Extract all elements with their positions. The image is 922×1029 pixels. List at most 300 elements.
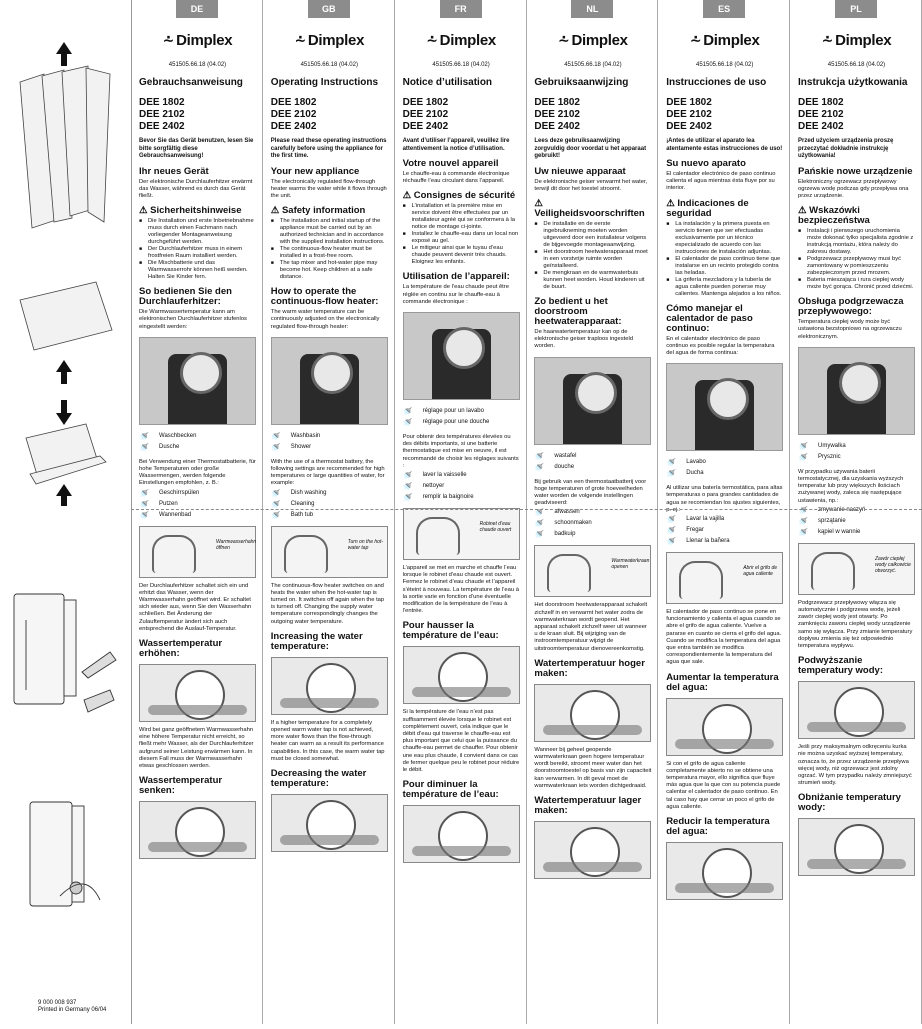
use-label: sprzątanie xyxy=(818,517,846,524)
use-label: laver la vaisselle xyxy=(422,472,467,479)
use-label: Geschirrspülen xyxy=(159,489,200,496)
safety-list xyxy=(403,203,520,266)
use-label: douche xyxy=(554,463,575,470)
use-item xyxy=(798,527,915,538)
brand-logo xyxy=(534,32,651,49)
safety-item: ■ Le mitigeur ainsi que le tuyau d’eau chaude peuvent devenir très chauds. Eloignez les enfants. xyxy=(403,245,520,266)
decrease-dial-illustration xyxy=(403,805,520,863)
temperature-dial-icon xyxy=(443,327,485,369)
operate-text: Die Warmwassertemperatur kann am elektronischen Durchlauferhitzer stufenlos eingestellt werden: xyxy=(139,309,247,330)
model-list xyxy=(139,97,256,133)
switch-text: Der Durchlauferhitzer schaltet sich ein und erhitzt das Wasser, wenn der Warmwasserhahn geöffnet wird. Er schaltet sich wieder aus, wenn Sie den Wasserhahn schließen. Bei Änderung der Zulauftemperatur ändert sich auch entsprechend die Auslauf-Temperatur. xyxy=(139,582,252,632)
tap-icon: 🚿 xyxy=(798,441,808,451)
use-label: badkuip xyxy=(554,531,576,538)
open-tap-illustration xyxy=(534,545,651,597)
model-name: DEE 1802 xyxy=(402,97,449,108)
use-label: réglage pour une douche xyxy=(422,419,490,426)
doc-code: 451505.66.18 (04.02) xyxy=(168,62,227,68)
increase-heading: Watertemperatuur hoger maken: xyxy=(534,657,645,679)
use-item xyxy=(798,505,915,516)
language-column xyxy=(526,0,658,1024)
appliance-heading: Su nuevo aparato xyxy=(666,158,746,169)
use-label: zmywanie naczyń xyxy=(818,506,866,513)
tap-icon: 🚿 xyxy=(402,493,413,503)
brand-name: Dimplex xyxy=(307,32,365,49)
brand-logo xyxy=(798,32,915,49)
use-item xyxy=(798,441,915,452)
use-item xyxy=(403,406,520,417)
model-name: DEE 2102 xyxy=(139,109,185,120)
increase-text: Si la température de l’eau n’est pas suffisamment élevée lorsque le robinet est complètement ouvert, cela indique que le débit d’eau qui traverse le chauffe-eau est plus important que celui que la puissance du chauffe-eau permet de chauffer. Pour obtenir une eau plus chaude, il convient dans ce cas de fermer quelque peu le robinet pour réduire le débit. xyxy=(402,709,520,774)
column-content xyxy=(139,26,256,859)
safety-item: ■ De installatie en de eerste ingebruikneming moeten worden uitgevoerd door een installateur volgens de bijgevoegde montageaanwijzing. xyxy=(534,221,651,249)
appliance-text: Elektroniczny ogrzewacz przepływowy ogrzewa wodę podczas gdy przepływa ona przez urządzenie. xyxy=(798,178,909,199)
up-arrow-icon xyxy=(56,484,72,506)
appliance-text: Le chauffe-eau à commande électronique réchauffe l’eau circulant dans l’appareil. xyxy=(402,171,510,185)
language-tab: NL xyxy=(571,0,613,18)
model-name: DEE 2102 xyxy=(666,109,712,120)
model-name: DEE 2402 xyxy=(666,121,712,132)
down-arrow-icon xyxy=(56,400,72,425)
folding-diagram xyxy=(0,0,131,1024)
increase-heading: Wassertemperatur erhöhen: xyxy=(139,637,223,659)
thermostat-text: W przypadku używania baterii termostatycznej, dla uzyskania wyższych temperatur lub przy większych ilościach zużywanej wody, zaleca się następujące ustawienia, np.: xyxy=(798,468,904,504)
page-title: Gebrauchsanweisung xyxy=(139,77,243,88)
safety-item: ■ Podgrzewacz przepływowy musi być zamontowany w pomieszczeniu zabezpieczonym przed mrozem. xyxy=(798,256,915,277)
switch-text: Podgrzewacz przepływowy włącza się automatycznie i podgrzewa wodę, jeżeli zawór ciepłej wody jest otwarty. Po zamknięciu zaworu ciepłej wody urządzenie samo się wyłącza. Przy zmianie temperatury dopływu zmienia się też odpowiednio temperatura wypływu. xyxy=(798,599,913,649)
language-column xyxy=(790,0,922,1024)
tap-icon: 🚿 xyxy=(534,519,545,529)
tab-bar xyxy=(658,0,789,18)
safety-item: ■ Die Mischbatterie und das Warmwasserrohr können heiß werden. Halten Sie Kinder fern. xyxy=(139,260,256,281)
decrease-heading: Reducir la temperatura del agua: xyxy=(666,816,770,838)
decrease-heading: Decreasing the water temperature: xyxy=(270,767,367,789)
intro-text: Avant d’utiliser l’appareil, veuillez lire attentivement la notice d’utilisation. xyxy=(402,138,510,152)
tap-icon: 🚿 xyxy=(534,462,545,472)
use-item xyxy=(534,462,651,473)
use-item xyxy=(666,536,783,547)
safety-item: ■ The tap mixer and hot-water pipe may become hot. Keep children at a safe distance. xyxy=(271,260,388,281)
language-tab: GB xyxy=(308,0,350,18)
operate-heading: Obsługa podgrzewacza przepływowego: xyxy=(798,296,904,318)
safety-item: ■ L’installation et la première mise en service doivent être effectuées par un installateur agréé qui se conformera à la notice de montage ci-jointe. xyxy=(403,203,520,231)
use-label: Llenar la bañera xyxy=(686,538,730,545)
tap-icon: 🚿 xyxy=(798,516,808,526)
use-label: schoonmaken xyxy=(554,520,592,527)
left-strip xyxy=(0,0,132,1024)
use-label: Dish washing xyxy=(290,489,327,496)
model-name: DEE 1802 xyxy=(534,97,580,108)
dimplex-logo-icon: ⩪ xyxy=(821,33,834,49)
use-label: réglage pour un lavabo xyxy=(422,408,484,415)
decrease-dial-illustration xyxy=(798,818,915,876)
increase-text: Jeśli przy maksymalnym odkręceniu kurka nie można uzyskać wyższej temperatury, oznacza to, że przez urządzenie przepływa więcej wody, niż ogrzewacz jest zdolny ogrzać. W tym przypadku należy zmniejszyć strumień wody. xyxy=(798,744,912,787)
control-panel-photo xyxy=(798,347,915,435)
operate-text: De haarwatertemperatuur kan op de elektronische geiser traploos ingesteld worden. xyxy=(534,328,633,350)
tap-caption: Abrir el grifo de agua caliente xyxy=(743,565,778,578)
temperature-dial-icon xyxy=(839,362,881,404)
model-name: DEE 1802 xyxy=(666,97,712,108)
appliance-text: Der elektronische Durchlauferhitzer erwärmt das Wasser, während es durch das Gerät fließt. xyxy=(139,178,253,199)
appliance-heading: Your new appliance xyxy=(270,165,360,177)
temperature-dial-icon xyxy=(575,372,617,414)
operate-text: Temperatura ciepłej wody może być ustawiona bezstopniowo na ogrzewaczu elektronicznym. xyxy=(798,319,902,340)
brand-logo xyxy=(271,32,388,49)
brand-logo xyxy=(139,32,256,49)
model-name: DEE 2402 xyxy=(270,121,317,132)
safety-item: ■ La grifería mezcladora y la tubería de agua caliente pueden ponerse muy calientes. Mantenga alejados a los niños. xyxy=(666,277,783,298)
safety-heading: ⚠ Wskazówki bezpieczeństwa xyxy=(798,205,870,227)
doc-code: 451505.66.18 (04.02) xyxy=(432,62,490,68)
use-item xyxy=(139,442,256,453)
use-label: kąpiel w wannie xyxy=(818,528,861,535)
increase-heading: Pour hausser la température de l’eau: xyxy=(402,620,499,642)
use-label: nettoyer xyxy=(422,483,445,490)
operate-heading: Utilisation de l’appareil: xyxy=(402,271,510,283)
operate-heading: Cómo manejar el calentador de paso continuo: xyxy=(666,302,753,334)
operate-text: The warm water temperature can be continuously adjusted on the electronically regulated flow-through heater: xyxy=(270,309,380,330)
appliance-heading: Ihr neues Gerät xyxy=(139,165,209,177)
safety-list xyxy=(534,221,651,291)
tap-caption: Warmwaterkraan openen xyxy=(611,558,650,571)
temperature-dial-icon xyxy=(180,352,222,394)
language-column xyxy=(263,0,395,1024)
safety-item: ■ Installez le chauffe-eau dans un local non exposé au gel. xyxy=(403,231,520,245)
use-item xyxy=(403,481,520,492)
model-name: DEE 2102 xyxy=(798,109,844,120)
switch-text: L’appareil se met en marche et chauffe l’eau lorsque le robinet d’eau chaude est ouvert. Fermez le robinet d’eau chaude et l’appareil s’éteint à nouveau. La température de l’eau à la sortie varie en fonction d’une éventuelle modification de la température de l’eau à l’entrée. xyxy=(402,565,519,615)
increase-text: Wanneer bij geheel geopende warmwaterkraan geen hogere temperatuur wordt bereikt, stroomt meer water dan het doorstroomtoestel op basis van zijn capaciteit kan verwarmen. In dit geval moet de warmwaterkraan iets worden dichtgedraaid. xyxy=(534,746,652,789)
decrease-heading: Watertemperatuur lager maken: xyxy=(534,794,642,816)
use-item xyxy=(271,499,388,510)
tap-icon: 🚿 xyxy=(402,471,413,481)
open-tap-illustration xyxy=(271,526,388,578)
tap-icon: 🚿 xyxy=(139,488,149,498)
use-label: Waschbecken xyxy=(159,432,197,439)
open-tap-illustration xyxy=(403,508,520,560)
language-column xyxy=(658,0,790,1024)
model-name: DEE 2102 xyxy=(534,109,580,120)
decrease-dial-illustration xyxy=(271,794,388,852)
use-label: Prysznic xyxy=(818,453,841,460)
dimplex-logo-icon: ⩪ xyxy=(689,33,702,49)
tap-icon: 🚿 xyxy=(666,537,677,547)
intro-text: Lees deze gebruiksaanwijzing zorgvuldig door voordat u het apparaat gebruikt! xyxy=(534,138,647,159)
model-name: DEE 1802 xyxy=(270,97,317,108)
tap-icon: 🚿 xyxy=(270,442,281,452)
appliance-heading: Uw nieuwe apparaat xyxy=(534,165,626,177)
use-label: Fregar xyxy=(686,527,704,534)
safety-list xyxy=(798,228,915,291)
tap-caption: Robinet d’eau chaude ouvert xyxy=(479,521,512,534)
column-content xyxy=(403,26,520,863)
operate-text: En el calentador electrónico de paso continuo es posible regular la temperatura del agua de forma continua: xyxy=(666,335,775,357)
dimplex-logo-icon: ⩪ xyxy=(426,33,438,49)
model-name: DEE 2102 xyxy=(402,109,449,120)
column-content xyxy=(271,26,388,852)
model-name: DEE 2402 xyxy=(139,121,185,132)
use-label: Bath tub xyxy=(290,511,314,518)
brand-logo xyxy=(403,32,520,49)
doc-code: 451505.66.18 (04.02) xyxy=(827,62,886,68)
tap-icon: 🚿 xyxy=(270,431,281,441)
doc-code: 451505.66.18 (04.02) xyxy=(300,62,358,68)
safety-heading: ⚠ Sicherheitshinweise xyxy=(139,205,242,217)
use-label: wastafel xyxy=(554,452,577,459)
control-panel-photo xyxy=(403,312,520,400)
safety-item: ■ Instalacji i pierwszego uruchomienia może dokonać tylko specjalista zgodnie z instrukcją montażu, która należy do zakresu dostawy. xyxy=(798,228,915,256)
brand-name: Dimplex xyxy=(439,32,496,49)
intro-text: Bevor Sie das Gerät benutzen, lesen Sie bitte sorgfältig diese Gebrauchsanweisung! xyxy=(139,138,254,159)
model-list xyxy=(271,97,388,133)
decrease-dial-illustration xyxy=(534,821,651,879)
language-tab: PL xyxy=(835,0,877,18)
brand-name: Dimplex xyxy=(571,32,628,49)
model-name: DEE 2402 xyxy=(402,121,449,132)
brand-name: Dimplex xyxy=(703,32,760,49)
use-label: Dusche xyxy=(159,443,180,450)
tap-icon: 🚿 xyxy=(402,418,413,428)
thermostat-text: Bei Verwendung einer Thermostatbatterie, für hohe Temperaturen oder große Wassermengen, werden folgende Einstellungen empfohlen, z. B.: xyxy=(139,458,256,487)
thermostat-text: With the use of a thermostat battery, the following settings are recommended for high temperatures or large quantities of water, for example: xyxy=(270,458,385,487)
folded-manual-illustration xyxy=(20,66,110,228)
tap-icon: 🚿 xyxy=(270,510,281,520)
use-label: Washbasin xyxy=(290,432,321,439)
tap-icon: 🚿 xyxy=(798,452,808,462)
control-panel-photo xyxy=(534,357,651,445)
brand-logo xyxy=(666,32,783,49)
tap-icon: 🚿 xyxy=(534,508,545,518)
increase-heading: Aumentar la temperatura del agua: xyxy=(666,671,779,693)
use-label: Shower xyxy=(290,443,312,450)
use-item xyxy=(666,457,783,468)
safety-item: ■ De mengkraan en de warmwaterbuis kunnen heet worden. Houd kinderen uit de buurt. xyxy=(534,270,651,291)
operate-heading: So bedienen Sie den Durchlauferhitzer: xyxy=(139,286,232,308)
folded-sheet-icon xyxy=(20,282,112,350)
tab-bar xyxy=(395,0,526,18)
decrease-heading: Pour diminuer la température de l’eau: xyxy=(402,779,499,801)
temperature-dial-icon xyxy=(311,352,353,394)
tap-caption: Turn on the hot-water tap xyxy=(347,538,384,551)
increase-text: Wird bei ganz geöffnetem Warmwasserhahn eine höhere Temperatur nicht erreicht, so fließt mehr Wasser, als der Durchlauferhitzer aufgrund seiner Leistung erwärmen kann. In diesem Fall muss der Warmwasserhahn etwas geschlossen werden. xyxy=(139,726,254,769)
brand-name: Dimplex xyxy=(176,32,233,49)
use-item xyxy=(139,488,256,499)
use-item xyxy=(271,442,388,453)
heater-with-tap-illustration xyxy=(30,802,100,906)
model-list xyxy=(403,97,520,133)
increase-dial-illustration xyxy=(403,646,520,704)
model-list xyxy=(666,97,783,133)
control-panel-photo xyxy=(139,337,256,425)
column-content xyxy=(666,26,783,900)
model-name: DEE 1802 xyxy=(798,97,844,108)
tap-icon: 🚿 xyxy=(798,527,808,537)
language-tab: DE xyxy=(176,0,218,18)
use-item xyxy=(534,529,651,540)
safety-list xyxy=(271,218,388,281)
model-list xyxy=(798,97,915,133)
safety-heading: ⚠ Consignes de sécurité xyxy=(402,190,516,202)
page-title: Instrukcja użytkowania xyxy=(798,77,908,88)
language-column xyxy=(131,0,263,1024)
tap-icon: 🚿 xyxy=(666,458,677,468)
page-title: Instrucciones de uso xyxy=(666,77,767,88)
safety-item: ■ Het doorstroom heetwaterapparaat moet in een vorstvrije ruimte worden geïnstalleerd. xyxy=(534,249,651,270)
thermostat-text: Al utilizar una batería termostática, para altas temperaturas o para grandes cantidades de agua se recomiendan los ajustes siguientes, p. ej.: xyxy=(666,485,783,513)
use-item xyxy=(139,431,256,442)
use-label: Putzen xyxy=(159,500,178,507)
safety-list xyxy=(666,221,783,298)
up-arrow-icon xyxy=(56,360,72,384)
page-title: Operating Instructions xyxy=(270,77,379,88)
control-panel-photo xyxy=(271,337,388,425)
decrease-heading: Wassertemperatur senken: xyxy=(139,775,223,797)
appliance-text: El calentador electrónico de paso continuo calienta el agua mientras ésta fluye por su interior. xyxy=(666,171,776,192)
safety-item: ■ El calentador de paso continuo tiene que instalarse en un recinto protegido contra las heladas. xyxy=(666,256,783,277)
use-item xyxy=(666,514,783,525)
appliance-heading: Pańskie nowe urządzenie xyxy=(798,165,913,177)
switch-text: The continuous-flow heater switches on and heats the water when the hot-water tap is turned on. It switches off again when the tap is turned off. Changing the supply water temperature correspondingly changes the outgoing water temperature. xyxy=(270,582,385,625)
model-name: DEE 2102 xyxy=(270,109,317,120)
folded-sheet-icon-2 xyxy=(26,424,106,484)
decrease-dial-illustration xyxy=(666,842,783,900)
intro-text: ¡Antes de utilizar el aparato lea atentamente estas instrucciones de uso! xyxy=(666,138,783,152)
tap-caption: Zawór ciepłej wody całkowicie otworzyć. xyxy=(875,555,911,574)
use-item xyxy=(403,417,520,428)
safety-item: ■ The continuous-flow heater must be installed in a frost-free room. xyxy=(271,246,388,260)
tap-icon: 🚿 xyxy=(402,482,413,492)
tap-icon: 🚿 xyxy=(139,499,149,509)
use-item xyxy=(271,510,388,521)
tap-icon: 🚿 xyxy=(666,526,677,536)
increase-heading: Increasing the water temperature: xyxy=(270,630,363,652)
increase-dial-illustration xyxy=(798,681,915,739)
safety-list xyxy=(139,218,256,281)
safety-item: ■ La instalación y la primera puesta en servicio tienen que ser efectuadas exclusivamente por un técnico especializado de acuerdo con las instrucciones de instalación adjuntas. xyxy=(666,221,783,256)
tab-bar xyxy=(131,0,262,18)
column-content xyxy=(534,26,651,879)
fold-line xyxy=(131,509,922,510)
safety-heading: ⚠ Safety information xyxy=(270,205,366,217)
model-name: DEE 2402 xyxy=(798,121,844,132)
up-arrow-icon xyxy=(56,42,72,66)
tab-bar xyxy=(790,0,921,18)
model-name: DEE 1802 xyxy=(139,97,185,108)
open-tap-illustration xyxy=(666,552,783,604)
temperature-dial-icon xyxy=(707,378,749,420)
dimplex-logo-icon: ⩪ xyxy=(162,33,175,49)
decrease-heading: Obniżanie temperatury wody: xyxy=(798,792,901,814)
use-label: Ducha xyxy=(686,470,704,477)
appliance-text: The electronically regulated flow-through heater warms the water while it flows through the unit. xyxy=(270,178,387,199)
printed-note: Printed in Germany 06/04 xyxy=(38,1007,107,1013)
use-item xyxy=(666,525,783,536)
appliance-heading: Votre nouvel appareil xyxy=(402,158,499,169)
use-item xyxy=(139,499,256,510)
switch-text: El calentador de paso continuo se pone en funcionamiento y calienta el agua cuando se abre el grifo de agua caliente. Vuelve a pararse en cuanto se cierra el grifo del agua. Cuando se modifica la temperatura del agua que entra también se modifica correspondientemente la temperatura del agua que sale. xyxy=(666,609,782,666)
language-tab: FR xyxy=(440,0,482,18)
column-content xyxy=(798,26,915,876)
decrease-dial-illustration xyxy=(139,801,256,859)
tap-icon: 🚿 xyxy=(666,469,677,479)
use-item xyxy=(271,431,388,442)
increase-text: Si con el grifo de agua caliente completamente abierto no se obtiene una temperatura mayor, ello significa que fluye más agua que la que con su potencia puede calentar el calentador de paso continuo. En tal caso hay que cerrar un poco el grifo de agua caliente. xyxy=(666,760,781,810)
brand-name: Dimplex xyxy=(835,32,892,49)
increase-dial-illustration xyxy=(534,684,651,742)
use-item xyxy=(798,452,915,463)
use-item xyxy=(534,451,651,462)
safety-item: ■ Die Installation und erste Inbetriebnahme muss durch einen Fachmann nach vorliegender Montageanweisung durchgeführt werden. xyxy=(139,218,256,246)
dimplex-logo-icon: ⩪ xyxy=(558,33,570,49)
language-column xyxy=(395,0,527,1024)
part-number: 9 000 008 937 xyxy=(38,1000,77,1006)
increase-text: If a higher temperature for a completely opened warm water tap is not achieved, more water flows than the flow-through heater can warm as a result its performance capabilities. In this case, the warm water tap must be closed somewhat. xyxy=(270,719,385,762)
use-item xyxy=(403,492,520,503)
dimplex-logo-icon: ⩪ xyxy=(294,33,306,49)
use-item xyxy=(666,468,783,479)
tap-icon: 🚿 xyxy=(139,442,149,452)
use-label: Lavabo xyxy=(686,459,706,466)
safety-item: ■ Bateria mieszająca i rura ciepłej wody może być gorąca. Chronić przed dziećmi. xyxy=(798,277,915,291)
operate-heading: Zo bedient u het doorstroom heetwaterapparaat: xyxy=(534,295,622,327)
tap-icon: 🚿 xyxy=(798,505,808,515)
tab-bar xyxy=(526,0,657,18)
tap-icon: 🚿 xyxy=(534,530,545,540)
operate-heading: How to operate the continuous-flow heater: xyxy=(270,286,379,308)
appliance-text: De elektronische geiser verwarmt het water, terwijl dit door het toestel stroomt. xyxy=(534,178,648,192)
use-item xyxy=(798,516,915,527)
use-label: Cleaning xyxy=(290,500,315,507)
use-item xyxy=(534,518,651,529)
tap-caption: Warmwasserhahn öffnen xyxy=(216,538,257,551)
tap-icon: 🚿 xyxy=(666,515,677,525)
open-tap-illustration xyxy=(798,543,915,595)
increase-heading: Podwyższanie temperatury wody: xyxy=(798,655,883,677)
safety-heading: ⚠ Veiligheidsvoorschriften xyxy=(534,197,645,219)
tap-icon: 🚿 xyxy=(402,407,413,417)
tap-icon: 🚿 xyxy=(534,451,545,461)
tap-icon: 🚿 xyxy=(270,488,281,498)
doc-code: 451505.66.18 (04.02) xyxy=(695,62,754,68)
language-tab: ES xyxy=(703,0,745,18)
thermostat-text: Bij gebruik van een thermostaatbatterij voor hoge temperaturen of grote hoeveelheden water worden de volgende instellingen geadviseerd: xyxy=(534,478,647,507)
use-label: remplir la baignoire xyxy=(422,494,474,501)
heater-unit-illustration xyxy=(14,594,116,712)
open-tap-illustration xyxy=(139,526,256,578)
use-label: afwassen xyxy=(554,509,580,516)
tap-icon: 🚿 xyxy=(139,431,149,441)
print-info xyxy=(38,1000,106,1014)
intro-text: Please read these operating instructions carefully before using the appliance for the first time. xyxy=(270,138,387,159)
doc-code: 451505.66.18 (04.02) xyxy=(564,62,622,68)
operate-text: La température de l’eau chaude peut être réglée en continu sur le chauffe-eau à commande électronique : xyxy=(402,284,509,305)
tap-icon: 🚿 xyxy=(139,510,149,520)
thermostat-text: Pour obtenir des températures élevées ou des débits importants, si une batterie thermostatique est mise en oeuvre, il est recommandé de choisir les réglages suivants : xyxy=(402,434,519,469)
safety-item: ■ The installation and initial startup of the appliance must be carried out by an authorized technician and in accordance with the supplied installation instructions. xyxy=(271,218,388,246)
use-label: Wannenbad xyxy=(159,511,192,518)
increase-dial-illustration xyxy=(666,698,783,756)
use-item xyxy=(271,488,388,499)
tab-bar xyxy=(263,0,394,18)
safety-item: ■ Der Durchlauferhitzer muss in einem frostfreien Raum installiert werden. xyxy=(139,246,256,260)
use-label: Umywalka xyxy=(818,442,846,449)
increase-dial-illustration xyxy=(139,664,256,722)
model-list xyxy=(534,97,651,133)
use-label: Lavar la vajilla xyxy=(686,516,725,523)
tap-icon: 🚿 xyxy=(270,499,281,509)
control-panel-photo xyxy=(666,363,783,451)
page-title: Notice d’utilisation xyxy=(402,77,493,88)
